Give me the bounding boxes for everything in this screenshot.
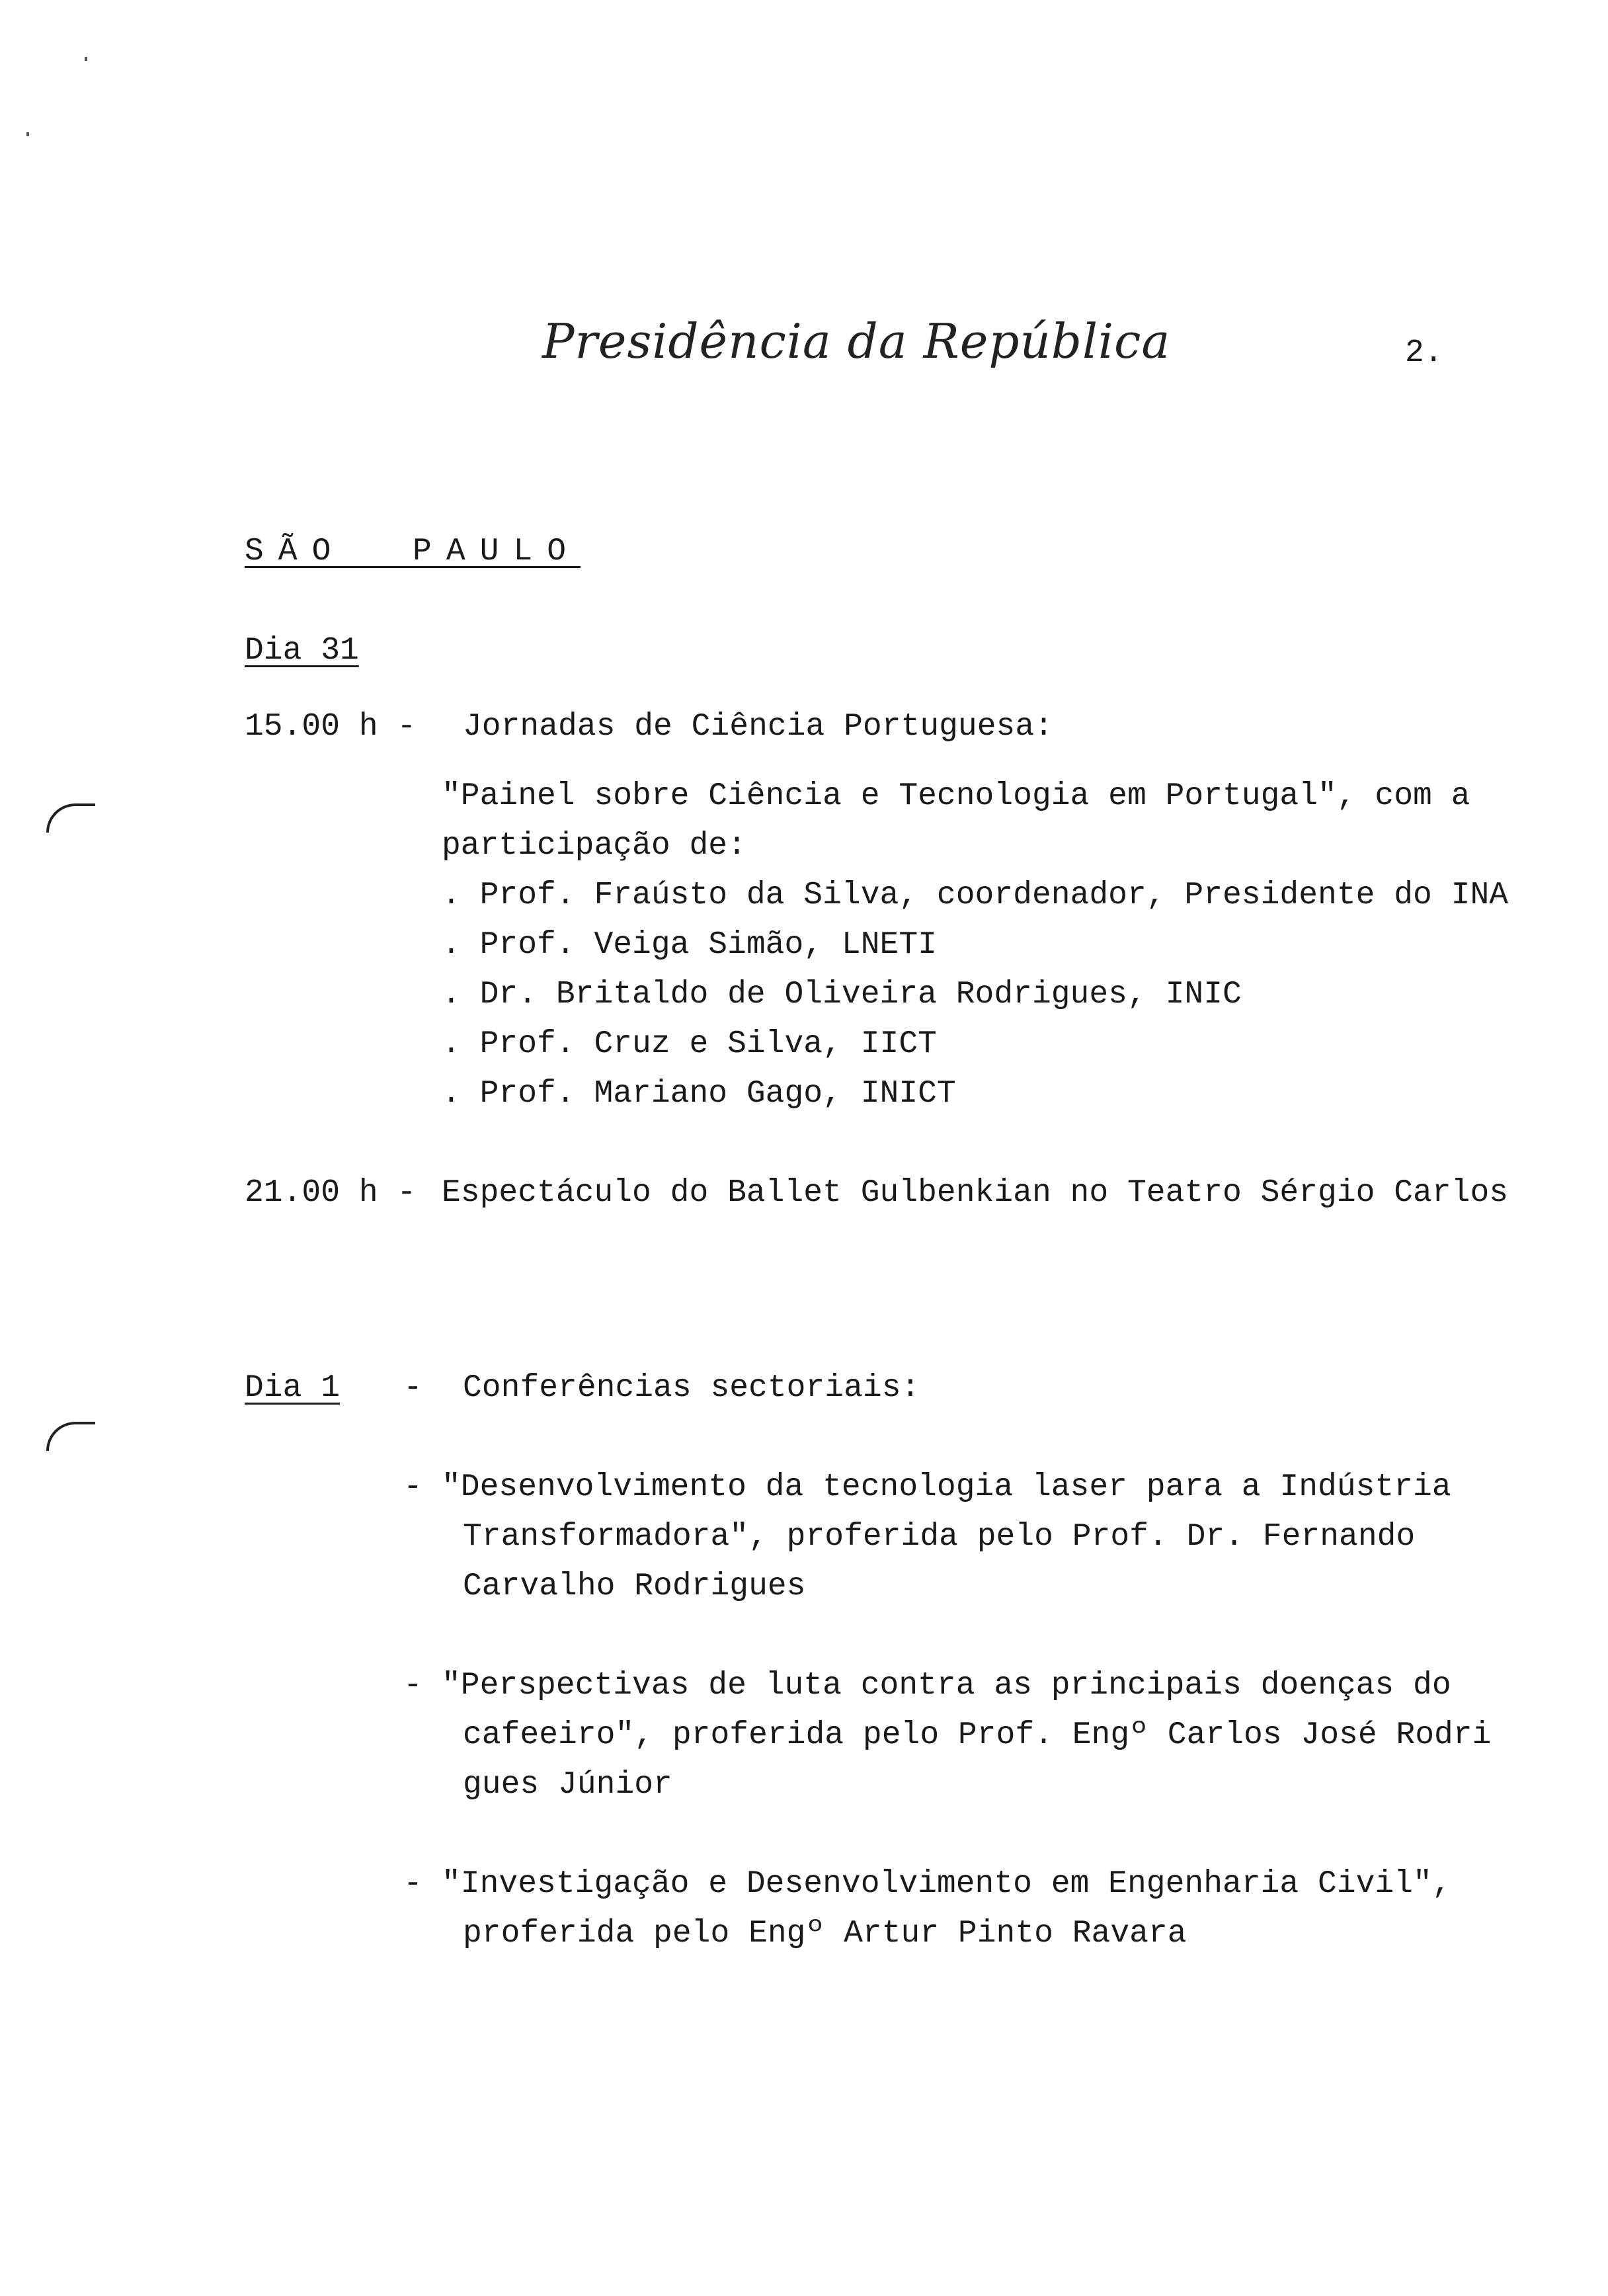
participant-item: . Prof. Mariano Gago, INICT <box>442 1076 956 1112</box>
conference-line: Transformadora", proferida pelo Prof. Dr. Fernando <box>463 1519 1416 1555</box>
event-time-21h: 21.00 h - <box>245 1175 417 1211</box>
conference-dash: - <box>403 1668 422 1703</box>
scan-speck <box>85 57 87 61</box>
day-31-label: Dia 31 <box>245 633 359 669</box>
binder-hole-mark <box>46 803 95 833</box>
participant-item: . Prof. Veiga Simão, LNETI <box>442 927 937 963</box>
binder-hole-mark <box>46 1422 95 1451</box>
conference-dash: - <box>403 1469 422 1505</box>
conference-line: gues Júnior <box>463 1767 672 1803</box>
event-time-15h: 15.00 h - <box>245 709 417 745</box>
conference-line: proferida pelo Engº Artur Pinto Ravara <box>463 1916 1187 1951</box>
conference-line: "Perspectivas de luta contra as principais doenças do <box>442 1668 1451 1703</box>
city-heading: SÃO PAULO <box>245 534 581 569</box>
painel-line-2: participação de: <box>442 828 746 864</box>
conference-line: Carvalho Rodrigues <box>463 1569 806 1604</box>
event-title-jornadas: Jornadas de Ciência Portuguesa: <box>463 709 1053 745</box>
painel-line-1: "Painel sobre Ciência e Tecnologia em Portugal", com a <box>442 778 1470 814</box>
conference-dash: - <box>403 1866 422 1902</box>
conference-line: "Investigação e Desenvolvimento em Engenharia Civil", <box>442 1866 1451 1902</box>
day-1-label: Dia 1 <box>245 1370 341 1406</box>
event-text-ballet: Espectáculo do Ballet Gulbenkian no Teatro Sérgio Carlos <box>442 1175 1509 1211</box>
day-1-title: Conferências sectoriais: <box>463 1370 920 1406</box>
day-1-dash: - <box>403 1370 422 1406</box>
participant-item: . Prof. Fraústo da Silva, coordenador, Presidente do INA <box>442 878 1509 913</box>
conference-line: cafeeiro", proferida pelo Prof. Engº Carlos José Rodri <box>463 1717 1492 1753</box>
conference-line: "Desenvolvimento da tecnologia laser para a Indústria <box>442 1469 1451 1505</box>
participant-item: . Dr. Britaldo de Oliveira Rodrigues, INIC <box>442 977 1242 1012</box>
scan-speck <box>26 132 29 136</box>
letterhead: Presidência da República <box>542 313 1171 369</box>
participant-item: . Prof. Cruz e Silva, IICT <box>442 1026 937 1062</box>
page-number: 2. <box>1405 335 1443 371</box>
